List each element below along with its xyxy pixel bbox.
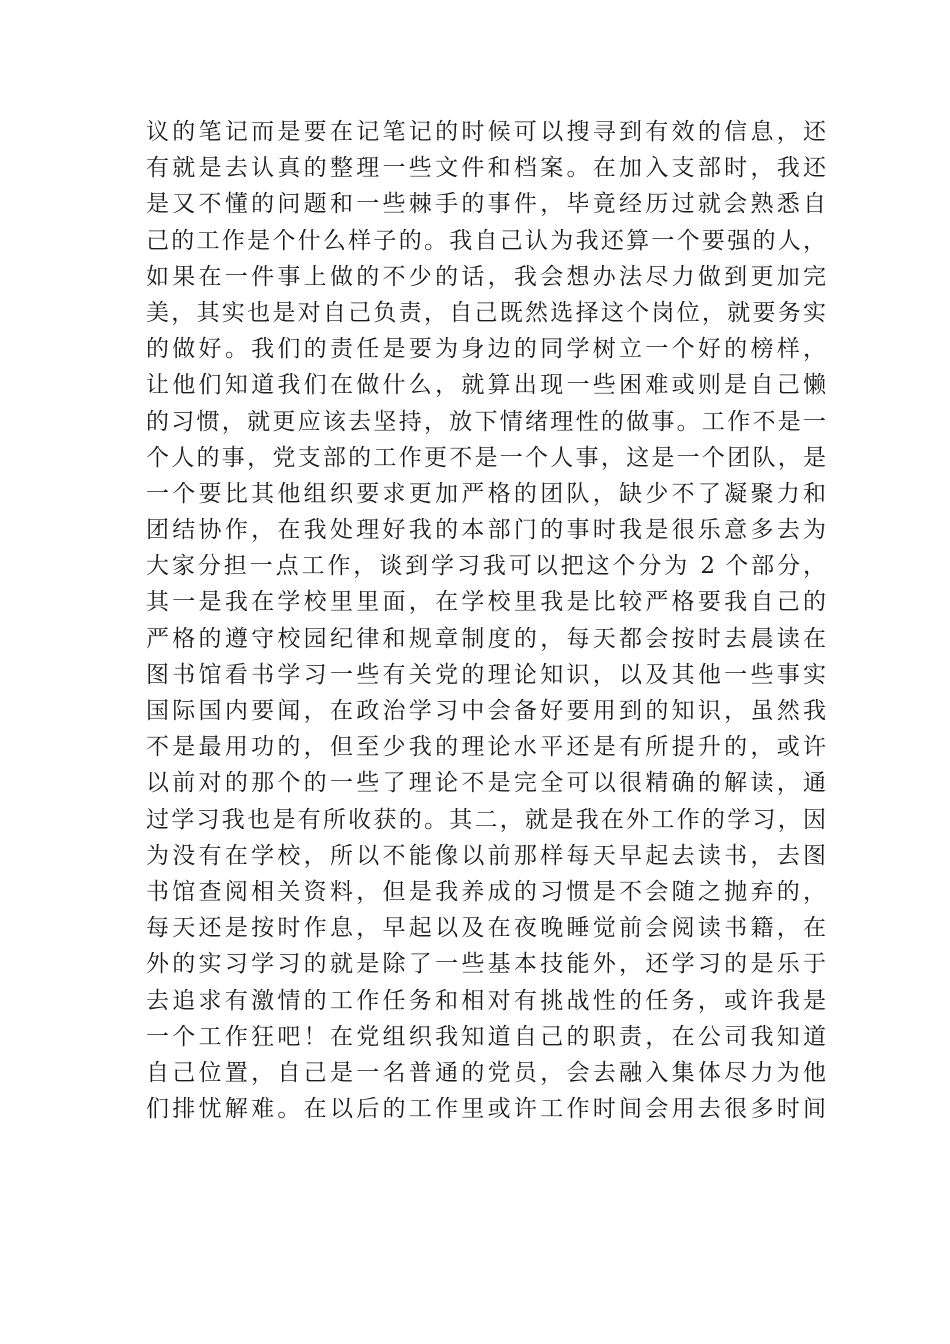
text-line: 的习惯，就更应该去坚持，放下情绪理性的做事。工作不是一: [146, 408, 826, 435]
text-line: 让他们知道我们在做什么，就算出现一些困难或则是自己懒: [146, 372, 826, 399]
text-line: 书馆查阅相关资料，但是我养成的习惯是不会随之抛弃的，: [146, 878, 826, 905]
text-line: 过学习我也是有所收获的。其二，就是我在外工作的学习，因: [146, 806, 826, 833]
text-line: 大家分担一点工作，谈到学习我可以把这个分为 2 个部分，: [146, 553, 826, 580]
text-line: 如果在一件事上做的不少的话，我会想办法尽力做到更加完: [146, 263, 826, 290]
text-line: 每天还是按时作息，早起以及在夜晚睡觉前会阅读书籍，在: [146, 915, 826, 942]
text-line: 去追求有激情的工作任务和相对有挑战性的任务，或许我是: [146, 987, 826, 1014]
text-line: 有就是去认真的整理一些文件和档案。在加入支部时，我还: [146, 155, 826, 182]
text-line: 为没有在学校，所以不能像以前那样每天早起去读书，去图: [146, 842, 826, 869]
text-line: 美，其实也是对自己负责，自己既然选择这个岗位，就要务实: [146, 299, 826, 326]
text-line: 以前对的那个的一些了理论不是完全可以很精确的解读，通: [146, 770, 826, 797]
text-line: 团结协作，在我处理好我的本部门的事时我是很乐意多去为: [146, 517, 826, 544]
text-line: 个人的事，党支部的工作更不是一个人事，这是一个团队，是: [146, 444, 826, 471]
text-line: 自己位置，自己是一名普通的党员，会去融入集体尽力为他: [146, 1059, 826, 1086]
text-line: 一个工作狂吧！在党组织我知道自己的职责，在公司我知道: [146, 1023, 826, 1050]
text-line: 己的工作是个什么样子的。我自己认为我还算一个要强的人，: [146, 227, 826, 254]
text-line: 们排忧解难。在以后的工作里或许工作时间会用去很多时间: [146, 1096, 826, 1123]
text-line: 其一是我在学校里里面，在学校里我是比较严格要我自己的: [146, 589, 826, 616]
body-text: [146, 114, 826, 1127]
text-line: 是又不懂的问题和一些棘手的事件，毕竟经历过就会熟悉自: [146, 191, 826, 218]
text-line: 国际国内要闻，在政治学习中会备好要用到的知识，虽然我: [146, 698, 826, 724]
text-line: 外的实习学习的就是除了一些基本技能外，还学习的是乐于: [146, 951, 826, 978]
text-line: 一个要比其他组织要求更加严格的团队，缺少不了凝聚力和: [146, 480, 826, 507]
text-line: 的做好。我们的责任是要为身边的同学树立一个好的榜样，: [146, 336, 826, 363]
text-line: 图书馆看书学习一些有关党的理论知识，以及其他一些事实: [146, 661, 826, 688]
text-line: 严格的遵守校园纪律和规章制度的，每天都会按时去晨读在: [146, 625, 826, 652]
text-line: 议的笔记而是要在记笔记的时候可以搜寻到有效的信息，还: [146, 119, 826, 145]
text-line: 不是最用功的，但至少我的理论水平还是有所提升的，或许: [146, 734, 826, 761]
